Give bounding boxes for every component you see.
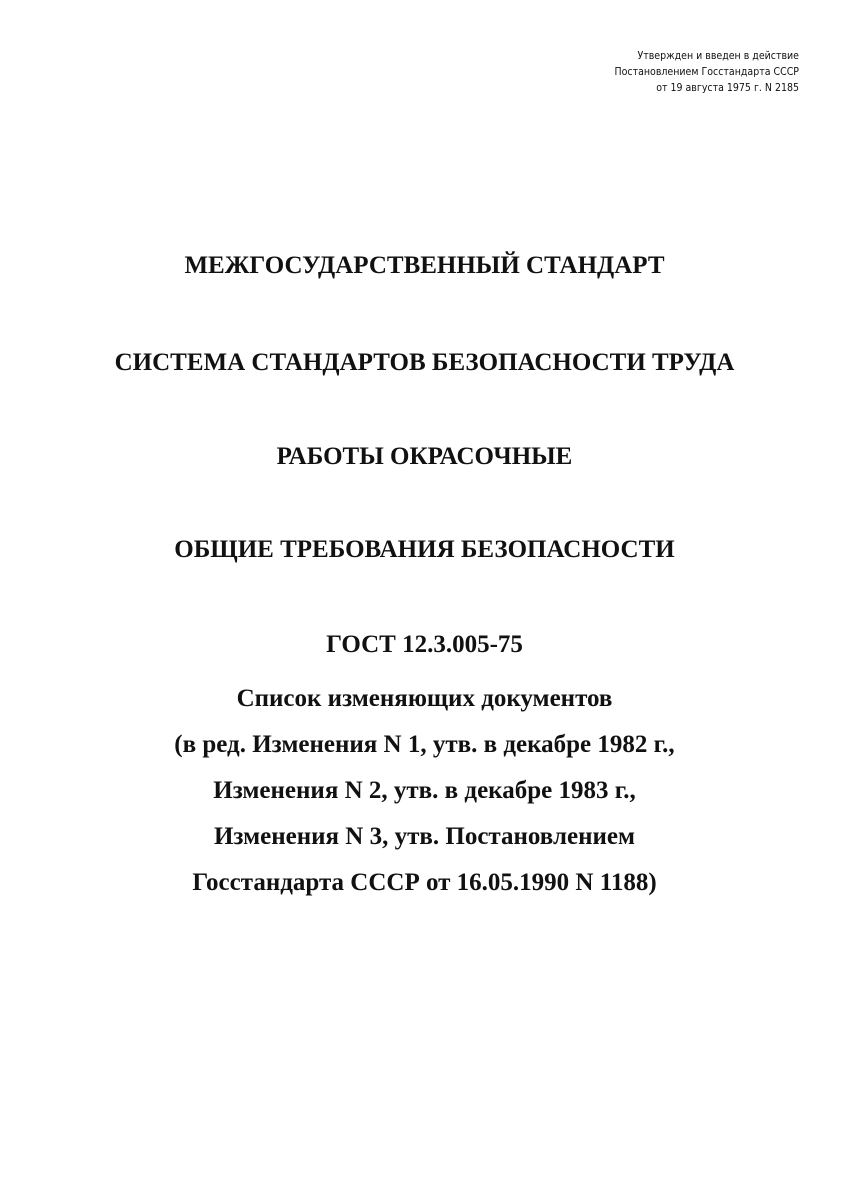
- change-documents-list: [0, 676, 849, 906]
- gost-number: ГОСТ 12.3.005-75: [326, 631, 523, 658]
- approval-line-3: от 19 августа 1975 г. N 2185: [656, 82, 799, 94]
- works-title: РАБОТЫ ОКРАСОЧНЫЕ: [276, 443, 573, 470]
- change-line-1: (в ред. Изменения N 1, утв. в декабре 1982 г.,: [174, 731, 675, 758]
- approval-line-1: Утвержден и введен в действие: [637, 50, 799, 62]
- interstate-standard-heading: МЕЖГОСУДАРСТВЕННЫЙ СТАНДАРТ: [184, 252, 665, 279]
- change-line-3: Изменения N 3, утв. Постановлением: [213, 823, 636, 850]
- requirements-title: ОБЩИЕ ТРЕБОВАНИЯ БЕЗОПАСНОСТИ: [174, 536, 675, 563]
- system-title: СИСТЕМА СТАНДАРТОВ БЕЗОПАСНОСТИ ТРУДА: [114, 349, 735, 376]
- change-line-4: Госстандарта СССР от 16.05.1990 N 1188): [192, 869, 657, 896]
- approval-note: [615, 48, 800, 96]
- change-line-2: Изменения N 2, утв. в декабре 1983 г.,: [213, 777, 636, 804]
- changes-heading: Список изменяющих документов: [236, 685, 613, 712]
- approval-line-2: Постановлением Госстандарта СССР: [614, 66, 799, 78]
